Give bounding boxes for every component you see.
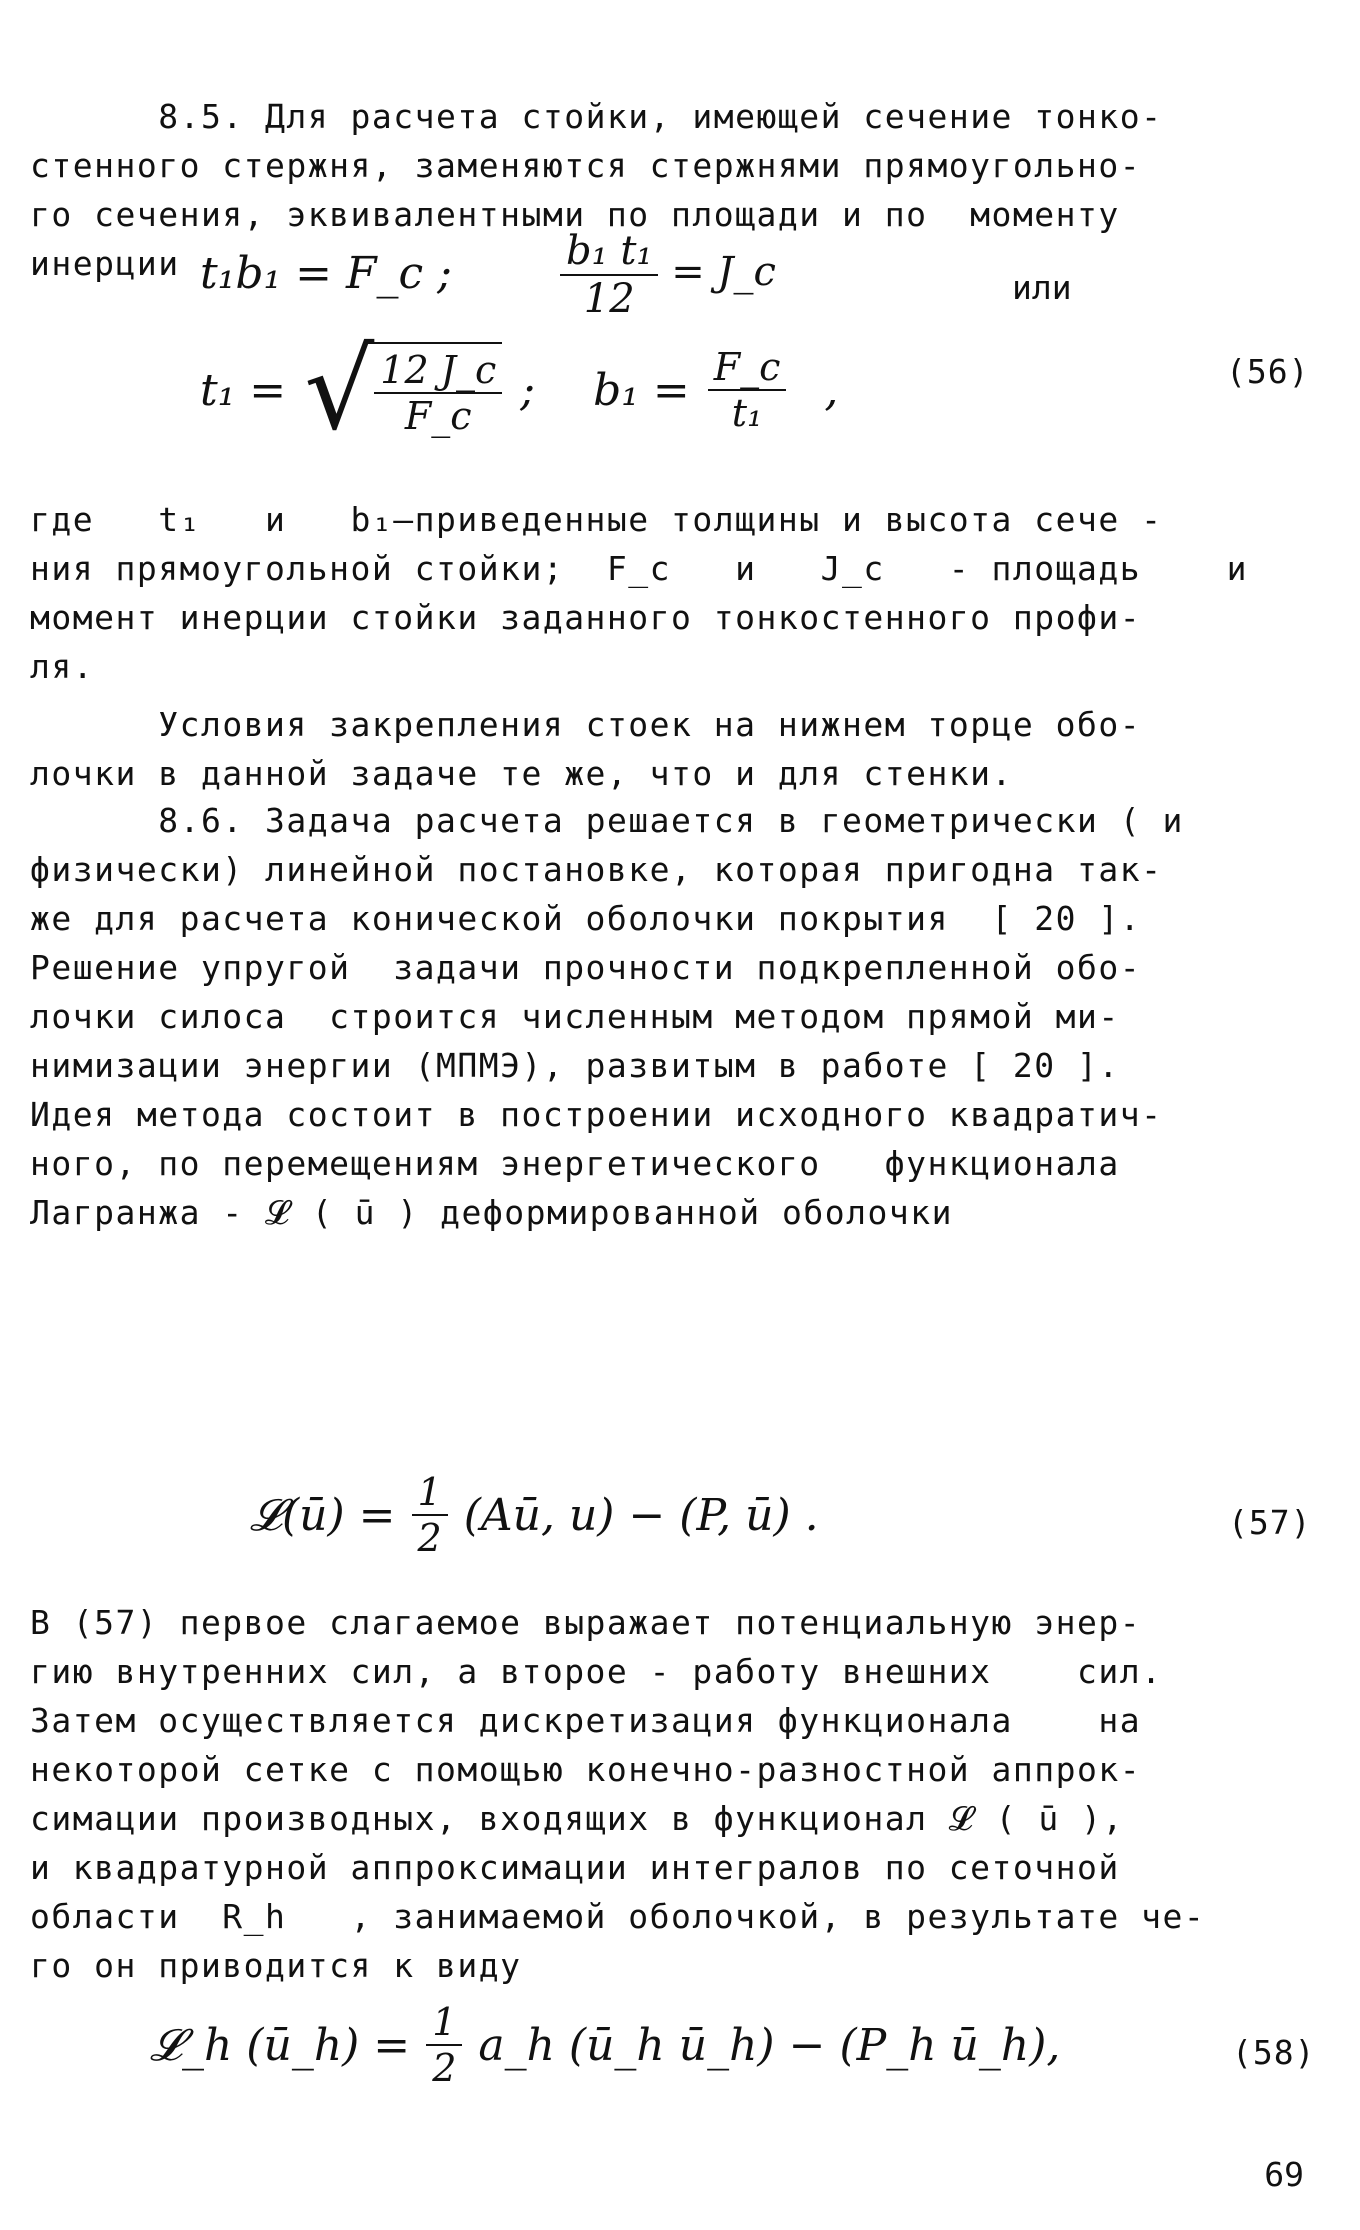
eq56-b1: b₁ =	[593, 364, 690, 416]
eq56-frac2-numerator: F_c	[708, 345, 787, 391]
eq56-comma: ,	[824, 364, 839, 416]
eq57	[250, 1470, 819, 1560]
eq56-sqrt-numerator: 12 J_c	[374, 348, 502, 394]
paragraph-where: где t₁ и b₁—приведенные толщины и высота сече - ния прямоугольной стойки; F_c и J_c - площадь и момент инерции стойки заданного тонкостенного профи- ля.	[30, 500, 1248, 686]
paragraph-8-5: 8.5. Для расчета стойки, имеющей сечение тонко- стенного стержня, заменяются стержнями прямоугольно- го сечения, эквивалентными по площади и по моменту инерции	[30, 97, 1163, 283]
paragraph-8-6: 8.6. Задача расчета решается в геометрически ( и физически) линейной постановке, которая пригодна так- же для расчета конической оболочки покрытия [ 20 ]. Решение упругой задачи прочности подкрепленной обо- лочки силоса строится численным методом прямой ми- нимизации энергии (МПМЭ), развитым в работе [ 20 ]. Идея метода состоит в построении исходного квадратич- ного, по перемещениям энергетического функционала Лагранжа - 𝓛 ( ū ) деформированной оболочки	[30, 801, 1184, 1232]
eq57-frac	[412, 1470, 448, 1560]
paragraph-conditions: Условия закрепления стоек на нижнем торце обо- лочки в данной задаче те же, что и для стенки.	[30, 705, 1142, 793]
paragraph-after-57: В (57) первое слагаемое выражает потенциальную энер- гию внутренних сил, а второе - работу внешних сил. Затем осуществляется дискретизация функционала на некоторой сетке с помощью конечно-разностной аппрок- симации производных, входящих в функционал 𝓛 ( ū ), и квадратурной аппроксимации интегралов по сеточной области R_h , занимаемой оболочкой, в результате че- го он приводится к виду	[30, 1603, 1206, 1985]
eq56-number: (56)	[1226, 352, 1310, 391]
eq58-frac-numerator: 1	[426, 2000, 462, 2046]
eq58	[150, 2000, 1060, 2090]
eq56-frac1-rhs: = J_c	[671, 249, 776, 295]
eq56-sqrt-denominator: F_c	[404, 394, 472, 438]
eq56-sqrt-body	[374, 342, 502, 438]
eq58-rhs: a_h (ū_h ū_h) − (P_h ū_h),	[478, 2019, 1061, 2071]
eq56-frac1-numerator: b₁ t₁	[560, 228, 658, 276]
eq56-frac1	[560, 228, 776, 322]
eq56-frac2-denominator: t₁	[731, 391, 763, 435]
page-number: 69	[1264, 2155, 1304, 2194]
eq56-frac1-denominator: 12	[583, 276, 635, 322]
eq57-number: (57)	[1228, 1503, 1312, 1542]
eq58-frac-denominator: 2	[432, 2046, 457, 2090]
eq57-frac-denominator: 2	[417, 1516, 442, 1560]
eq57-rhs: (Aū, u) − (P, ū) .	[463, 1489, 819, 1541]
eq56-separator: ;	[520, 364, 536, 416]
eq56-line1	[200, 248, 452, 299]
eq58-frac	[426, 2000, 462, 2090]
eq56-t1: t₁ =	[200, 364, 287, 416]
eq56-left: t₁b₁ = F_c ;	[200, 248, 452, 299]
eq56-or: или	[1012, 268, 1072, 307]
eq57-lhs: 𝓛(ū) =	[250, 1489, 396, 1541]
eq58-lhs: 𝓛_h (ū_h) =	[150, 2019, 411, 2071]
eq57-frac-numerator: 1	[412, 1470, 448, 1516]
eq56-line2	[200, 326, 839, 454]
eq56-sqrt	[304, 326, 502, 454]
eq58-number: (58)	[1232, 2033, 1316, 2072]
sqrt-icon: √	[304, 326, 375, 454]
eq56-frac2	[708, 345, 787, 435]
